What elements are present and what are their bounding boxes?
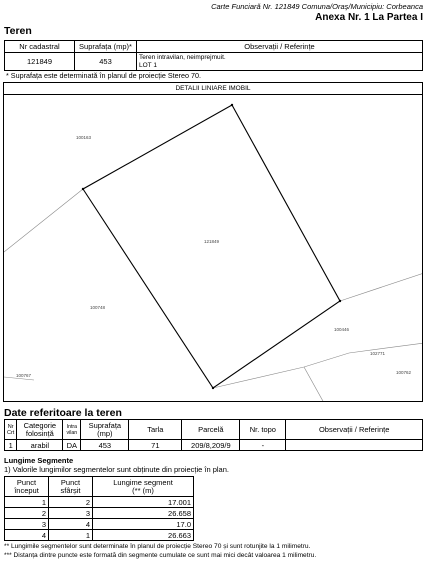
dr-cell-intravilan: DA: [63, 440, 81, 451]
dr-cell-suprafata: 453: [81, 440, 129, 451]
lg-cell-start: 4: [5, 530, 49, 541]
carte-funciara-header: Carte Funciară Nr. 121849 Comuna/Oraș/Municipiu: Corbeanca: [211, 2, 423, 11]
lungime-table: [4, 476, 194, 541]
lg-header-sfarsit-line2: sfârșit: [60, 485, 81, 495]
vertex-4: [82, 188, 84, 190]
dr-header-intravilan-line1: Intra: [66, 423, 78, 430]
dr-header-suprafata: [81, 420, 129, 440]
dr-header-categorie: [17, 420, 63, 440]
date-referitoare-table: [4, 419, 423, 451]
dr-header-tarla: Tarla: [129, 420, 182, 440]
dr-header-suprafata-line1: Suprafața: [88, 420, 122, 430]
teren-section-title: Teren: [4, 25, 32, 37]
dr-header-suprafata-line2: (mp): [97, 428, 113, 438]
dr-header-intravilan-line2: vilan: [66, 429, 78, 436]
lg-cell-end: 1: [49, 530, 93, 541]
teren-footnote: * Suprafața este determinată în planul de proiecție Stereo 70.: [6, 71, 201, 80]
lg-cell-end: 3: [49, 508, 93, 519]
lg-cell-start: 1: [5, 497, 49, 508]
lg-cell-length: 17.001: [93, 497, 194, 508]
parcel-polygon: [83, 105, 340, 388]
lg-cell-end: 4: [49, 519, 93, 530]
dr-cell-observatii: [286, 440, 423, 451]
neighbor-line-left: [4, 189, 83, 252]
map-title: DETALII LINIARE IMOBIL: [4, 83, 422, 95]
lg-cell-start: 3: [5, 519, 49, 530]
dr-cell-tarla: 71: [129, 440, 182, 451]
neighbor-label-5: 100762: [396, 370, 412, 375]
lg-header-lungime-line2: (** (m): [132, 485, 154, 495]
teren-header-suprafata: Suprafața (mp)*: [75, 41, 137, 53]
lg-header-inceput-line1: Punct: [16, 477, 37, 487]
teren-observatii-line2: LOT 1: [139, 61, 157, 69]
date-referitoare-title: Date referitoare la teren: [4, 407, 122, 419]
dr-header-nr-crt: [5, 420, 17, 440]
table-row: [5, 530, 194, 541]
lg-header-lungime: [93, 477, 194, 497]
dr-cell-categorie: arabil: [17, 440, 63, 451]
neighbor-label-6: 100767: [16, 373, 32, 378]
lg-cell-length: 26.663: [93, 530, 194, 541]
lg-header-inceput: [5, 477, 49, 497]
neighbor-label-3: 100446: [334, 327, 350, 332]
dr-header-intravilan: [63, 420, 81, 440]
teren-header-nr-cadastral: Nr cadastral: [5, 41, 75, 53]
dr-cell-nr-topo: -: [240, 440, 286, 451]
neighbor-label-1: 100163: [76, 135, 92, 140]
dr-header-categorie-line2: folosință: [25, 428, 54, 438]
dr-header-parcela: Parcelă: [182, 420, 240, 440]
lg-header-sfarsit-line1: Punct: [60, 477, 81, 487]
dr-header-nr-topo: Nr. topo: [240, 420, 286, 440]
vertex-1: [231, 104, 233, 106]
teren-observatii-line1: Teren intravilan, neimprejmuit.: [139, 54, 226, 61]
lungime-intro: 1) Valorile lungimilor segmentelor sunt obținute din proiecție în plan.: [4, 465, 229, 474]
dr-cell-parcela: 209/8,209/9: [182, 440, 240, 451]
neighbor-line-bottom: [213, 343, 423, 388]
teren-table: [4, 40, 423, 71]
lg-cell-start: 2: [5, 508, 49, 519]
vertex-3: [212, 387, 214, 389]
table-row: [5, 497, 194, 508]
lg-cell-end: 2: [49, 497, 93, 508]
neighbor-line-bottom-right: [304, 367, 324, 402]
lg-cell-length: 26.658: [93, 508, 194, 519]
lungime-note-1: ** Lungimile segmentelor sunt determinate în planul de proiecție Stereo 70 și sunt rotunjite la 1 milimetru.: [4, 543, 311, 550]
dr-header-nr-crt-line2: Crt: [7, 429, 15, 436]
anexa-title: Anexa Nr. 1 La Partea I: [315, 12, 423, 23]
dr-header-observatii: Observații / Referințe: [286, 420, 423, 440]
teren-cell-nr-cadastral: 121849: [5, 53, 75, 71]
teren-cell-suprafata: 453: [75, 53, 137, 71]
teren-cell-observatii: [137, 53, 423, 71]
vertex-2: [339, 300, 341, 302]
lg-cell-length: 17.0: [93, 519, 194, 530]
dr-header-categorie-line1: Categorie: [23, 420, 57, 430]
map-frame: [3, 82, 423, 402]
table-row: [5, 508, 194, 519]
parcel-label: 121849: [204, 239, 220, 244]
lungime-note-2: *** Distanța dintre puncte este formată din segmente cumulate ce sunt mai mici decât valoarea 1 milimetru.: [4, 552, 317, 559]
lg-header-sfarsit: [49, 477, 93, 497]
neighbor-label-2: 100748: [90, 305, 106, 310]
lg-header-inceput-line2: început: [14, 485, 39, 495]
lungime-section-title: Lungime Segmente: [4, 456, 74, 465]
neighbor-line-right: [340, 273, 423, 301]
dr-header-nr-crt-line1: Nr: [7, 423, 14, 430]
teren-header-observatii: Observații / Referințe: [137, 41, 423, 53]
dr-cell-nr: 1: [5, 440, 17, 451]
lg-header-lungime-line1: Lungime segment: [113, 477, 173, 487]
table-row: [5, 519, 194, 530]
map-drawing: [4, 95, 423, 402]
neighbor-label-4: 102771: [370, 351, 386, 356]
